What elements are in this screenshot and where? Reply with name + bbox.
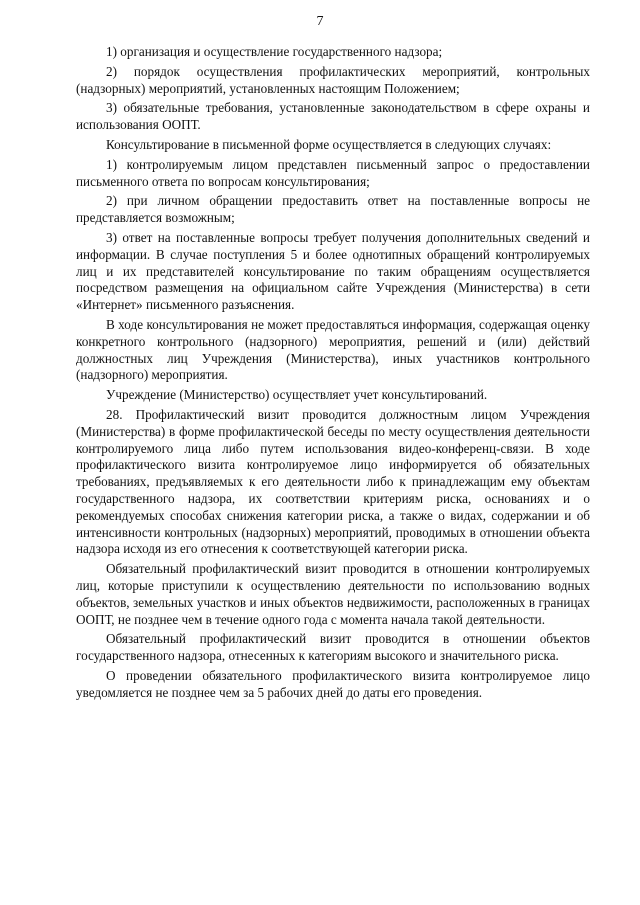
paragraph-7: 3) ответ на поставленные вопросы требует получения дополнительных сведений и информации. В случае поступления 5 и более однотипных обращений контролируемых лиц и их представителей консультирование по таким обращениям осуществляется посредством размещения на официальном сайте Учреждения (Министерства) в сети «Интернет» письменного разъяснения. xyxy=(76,229,590,313)
document-body xyxy=(76,44,590,704)
paragraph-6: 2) при личном обращении предоставить ответ на поставленные вопросы не представляется возможным; xyxy=(76,193,590,226)
paragraph-1: 1) организация и осуществление государственного надзора; xyxy=(106,44,443,59)
paragraph-13: О проведении обязательного профилактического визита контролируемое лицо уведомляется не позднее чем за 5 рабочих дней до даты его проведения. xyxy=(76,667,590,700)
paragraph-12: Обязательный профилактический визит проводится в отношении объектов государственного надзора, отнесенных к категориям высокого и значительного риска. xyxy=(76,631,590,664)
paragraph-8: В ходе консультирования не может предоставляться информация, содержащая оценку конкретного контрольного (надзорного) мероприятия, решений и (или) действий должностных лиц Учреждения (Министерства), иных участников контрольного (надзорного) мероприятия. xyxy=(76,316,590,383)
paragraph-2: 2) порядок осуществления профилактических мероприятий, контрольных (надзорных) мероприятий, установленных настоящим Положением; xyxy=(76,63,590,96)
paragraph-3: 3) обязательные требования, установленные законодательством в сфере охраны и использования ООПТ. xyxy=(76,100,590,133)
paragraph-4: Консультирование в письменной форме осуществляется в следующих случаях: xyxy=(106,136,552,152)
page-number: 7 xyxy=(316,14,324,29)
paragraph-5: 1) контролируемым лицом представлен письменный запрос о предоставлении письменного ответа по вопросам консультирования; xyxy=(76,156,590,189)
paragraph-11: Обязательный профилактический визит проводится в отношении контролируемых лиц, которые приступили к осуществлению деятельности по использованию водных объектов, земельных участков и иных объектов недвижимости, расположенных в границах ООПТ, не позднее чем в течение одного года с момента начала такой деятельности. xyxy=(76,561,590,627)
paragraph-9: Учреждение (Министерство) осуществляет учет консультирований. xyxy=(106,387,488,403)
paragraph-10: 28. Профилактический визит проводится должностным лицом Учреждения (Министерства) в форме профилактической беседы по месту осуществления деятельности контролируемого лица либо путем использования видео-конференц-связи. В ходе профилактического визита контролируемое лицо информируется об обязательных требованиях, предъявляемых к его деятельности либо к принадлежащим ему объектам государственного надзора, их соответствии критериям риска, основаниях и о рекомендуемых способах снижения категории риска, а также о видах, содержании и об интенсивности контрольных (надзорных) мероприятий, проводимых в отношении объекта надзора исходя из его отнесения к соответствующей категории риска. xyxy=(76,406,590,557)
